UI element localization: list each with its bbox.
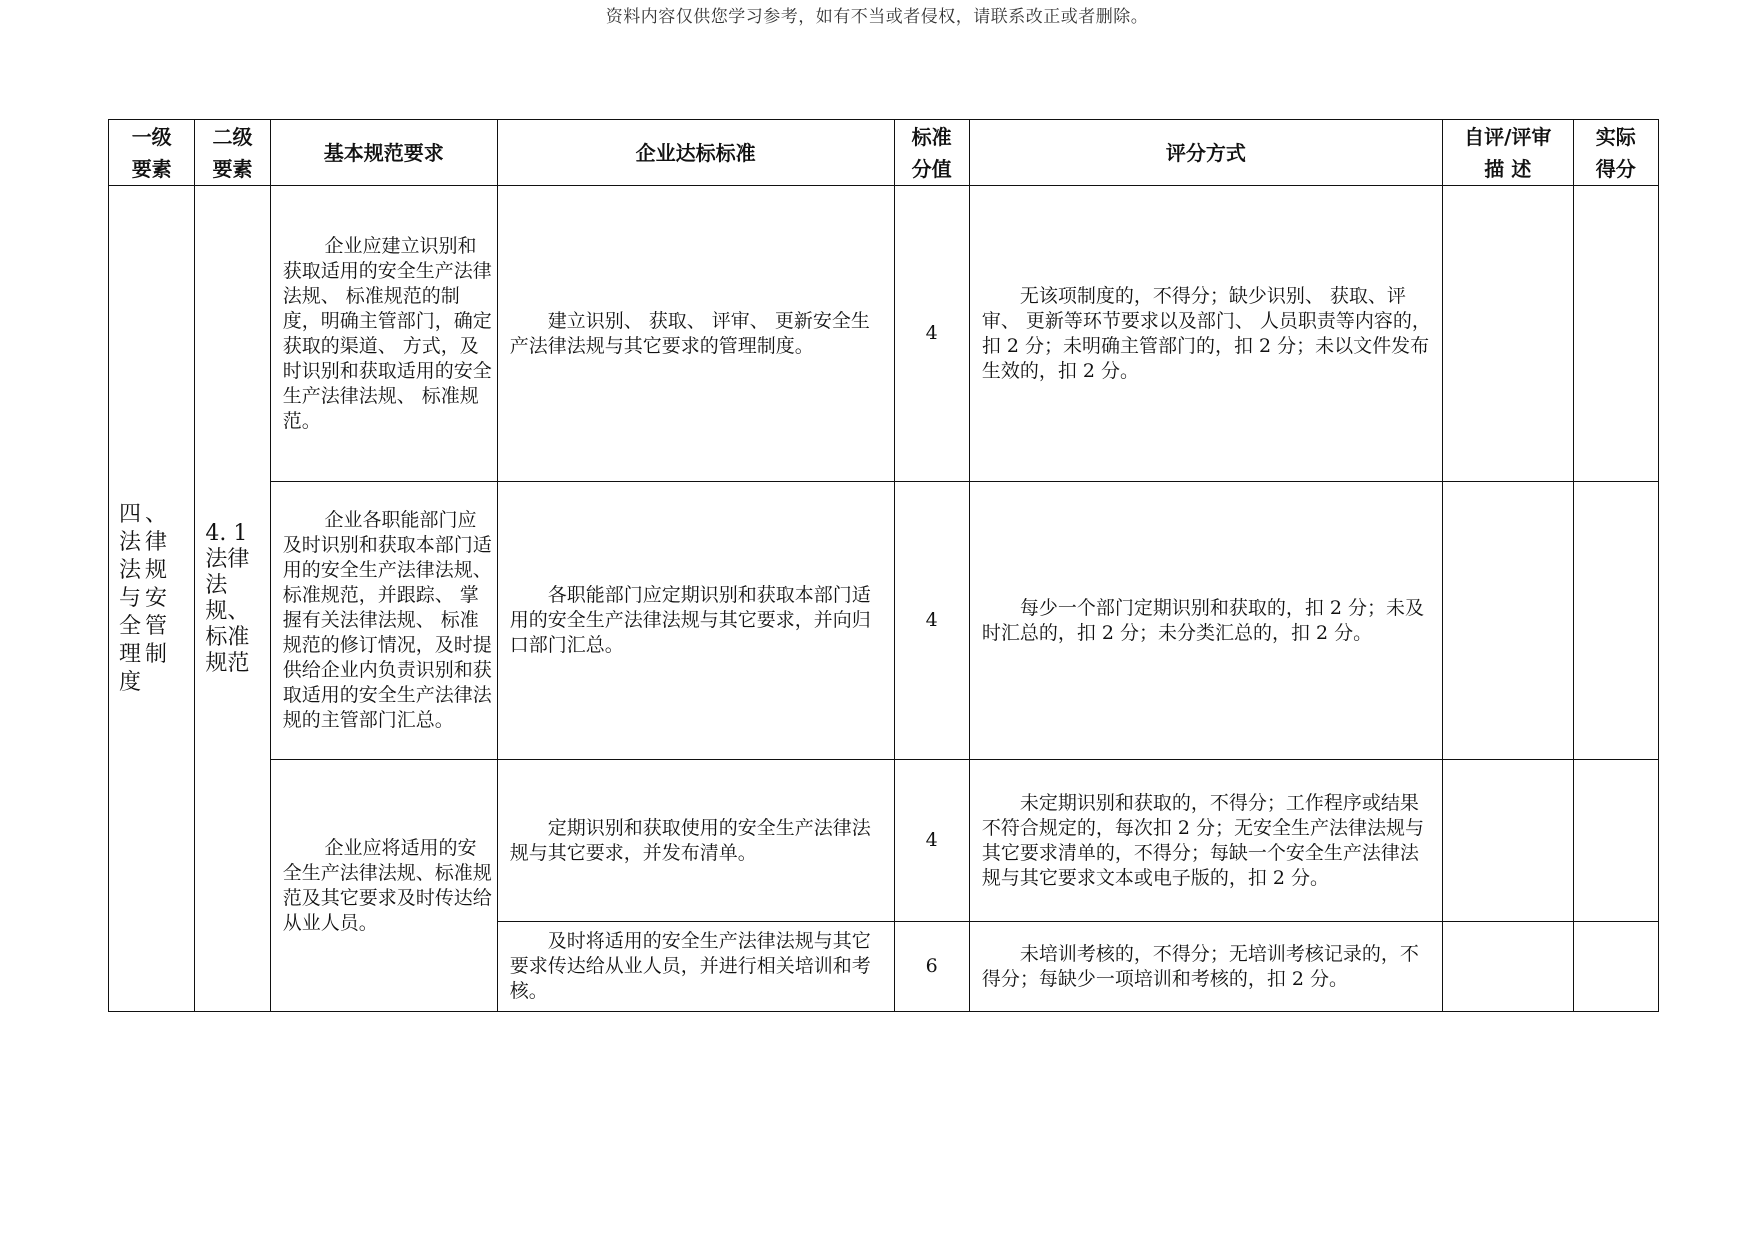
- self-eval-cell: [1442, 482, 1573, 760]
- actual-score-cell: [1573, 922, 1658, 1012]
- header-level1: 一级要素: [109, 120, 195, 186]
- level1-cell: [109, 186, 195, 1012]
- score-cell: 4: [894, 186, 969, 482]
- level2-cell: [195, 186, 270, 1012]
- actual-score-cell: [1573, 482, 1658, 760]
- score-cell: 6: [894, 922, 969, 1012]
- level1-label: 四、法律法规与安全管理制度: [119, 501, 172, 695]
- self-eval-cell: [1442, 760, 1573, 922]
- table-row: [109, 482, 1659, 760]
- method-cell: 未定期识别和获取的，不得分；工作程序或结果不符合规定的，每次扣 2 分；无安全生产法律法规与其它要求清单的，不得分；每缺一个安全生产法律法规与其它要求文本或电子版的，扣 2 分。: [969, 760, 1442, 922]
- header-requirement: 基本规范要求: [270, 120, 497, 186]
- standard-table: [108, 119, 1659, 1012]
- standard-cell: 定期识别和获取使用的安全生产法律法规与其它要求，并发布清单。: [497, 760, 894, 922]
- self-eval-cell: [1442, 186, 1573, 482]
- score-cell: 4: [894, 482, 969, 760]
- header-method: 评分方式: [969, 120, 1442, 186]
- method-cell: 未培训考核的，不得分；无培训考核记录的，不得分；每缺少一项培训和考核的，扣 2 分。: [969, 922, 1442, 1012]
- table-row: [109, 186, 1659, 482]
- header-level2: 二级要素: [195, 120, 270, 186]
- requirement-cell: 企业各职能部门应及时识别和获取本部门适用的安全生产法律法规、 标准规范，并跟踪、 掌握有关法律法规、 标准规范的修订情况，及时提供给企业内负责识别和获取适用的安全生产法律法规的主管部门汇总。: [270, 482, 497, 760]
- self-eval-cell: [1442, 922, 1573, 1012]
- method-cell: 无该项制度的，不得分；缺少识别、 获取、评审、 更新等环节要求以及部门、 人员职责等内容的，扣 2 分；未明确主管部门的，扣 2 分；未以文件发布生效的，扣 2 分。: [969, 186, 1442, 482]
- header-self-eval: 自评/评审 描 述: [1442, 120, 1573, 186]
- header-score: 标准分值: [894, 120, 969, 186]
- actual-score-cell: [1573, 760, 1658, 922]
- header-actual: 实际得分: [1573, 120, 1658, 186]
- header-row: [109, 120, 1659, 186]
- standard-cell: 建立识别、 获取、 评审、 更新安全生产法律法规与其它要求的管理制度。: [497, 186, 894, 482]
- level2-label: 4. 1 法律法规、标准规范: [205, 520, 250, 676]
- watermark-text: 资料内容仅供您学习参考，如有不当或者侵权，请联系改正或者删除。: [605, 7, 1149, 27]
- standard-cell: 及时将适用的安全生产法律法规与其它要求传达给从业人员，并进行相关培训和考核。: [497, 922, 894, 1012]
- actual-score-cell: [1573, 186, 1658, 482]
- score-cell: 4: [894, 760, 969, 922]
- table-row: [109, 760, 1659, 922]
- header-standard: 企业达标标准: [497, 120, 894, 186]
- standard-cell: 各职能部门应定期识别和获取本部门适用的安全生产法律法规与其它要求，并向归口部门汇总。: [497, 482, 894, 760]
- requirement-cell: 企业应将适用的安全生产法律法规、标准规范及其它要求及时传达给从业人员。: [270, 760, 497, 1012]
- requirement-cell: 企业应建立识别和获取适用的安全生产法律法规、 标准规范的制度，明确主管部门，确定获取的渠道、 方式，及时识别和获取适用的安全生产法律法规、 标准规范。: [270, 186, 497, 482]
- method-cell: 每少一个部门定期识别和获取的，扣 2 分；未及时汇总的，扣 2 分；未分类汇总的，扣 2 分。: [969, 482, 1442, 760]
